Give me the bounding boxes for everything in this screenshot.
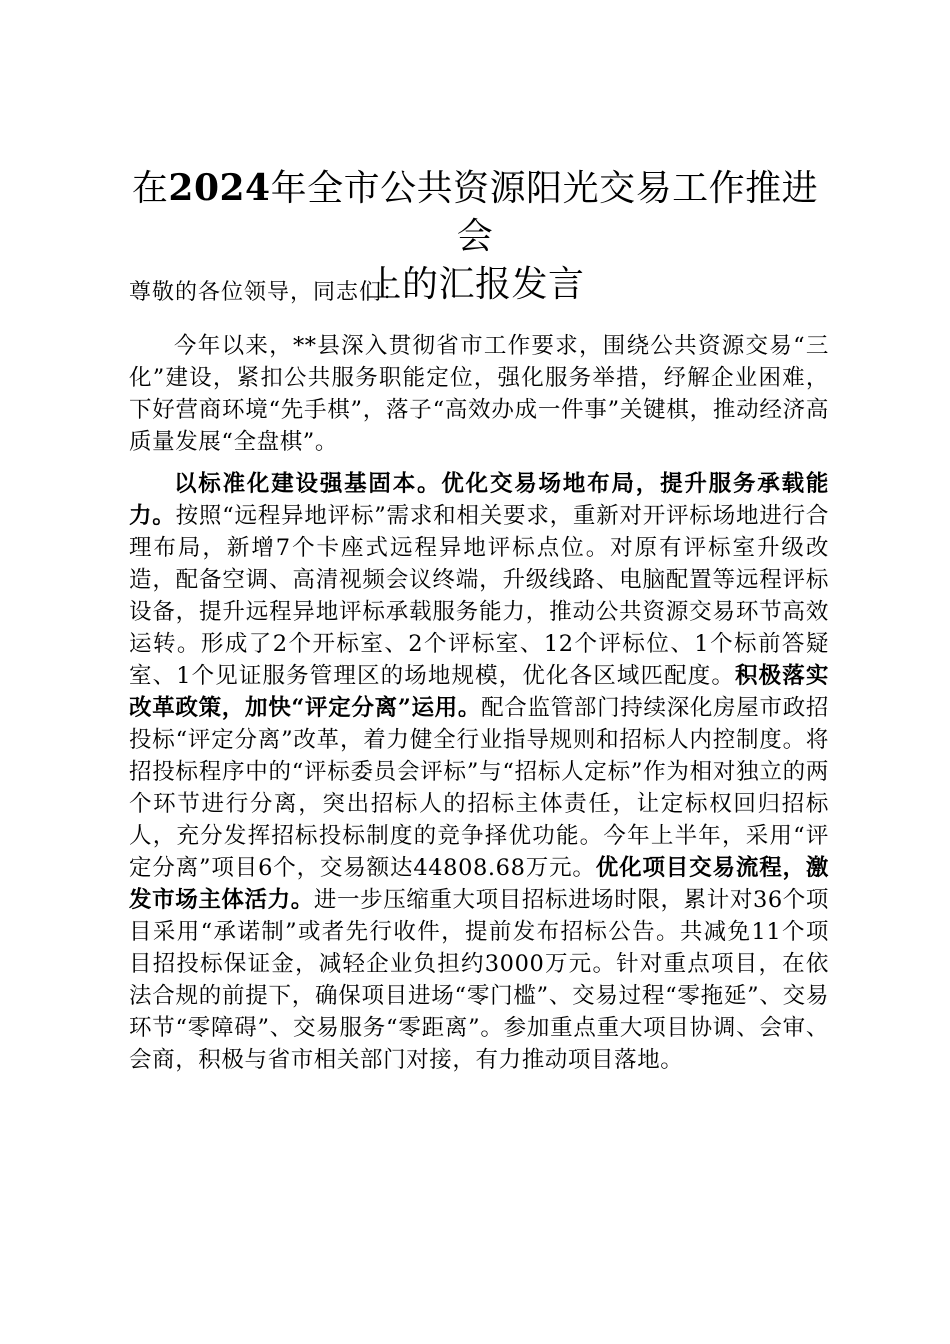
paragraph-intro: 今年以来，**县深入贯彻省市工作要求，围绕公共资源交易“三化”建设，紧扣公共服务职能定位，强化服务举措，纾解企业困难，下好营商环境“先手棋”，落子“高效办成一件事”关键棋，推动经济高质量发展“全盘棋”。 <box>129 333 829 455</box>
paragraph-standardization <box>129 468 829 1076</box>
title-line-2: 上的汇报发言 <box>365 264 585 305</box>
title-line-1-rest: 年全市公共资源阳光交易工作推进会 <box>270 168 819 257</box>
title-prefix: 在 <box>131 168 169 209</box>
body-text-1: 按照“远程异地评标”需求和相关要求，重新对开评标场地进行合理布局，新增7个卡座式远程异地评标点位。对原有评标室升级改造，配备空调、高清视频会议终端，升级线路、电脑配置等远程评标设备，提升远程异地评标承载服务能力，推动公共资源交易环节高效运转。形成了2个开标室、2个评标室、12个评标位、1个标前答疑室、1个见证服务管理区的场地规模，优化各区域匹配度。 <box>129 503 829 689</box>
bold-heading-2: 积极落实改革政策，加快“评定分离”运用。 <box>129 663 830 721</box>
body-text-3: 进一步压缩重大项目招标进场时限，累计对36个项目采用“承诺制”或者先行收件，提前发布招标公告。共减免11个项目招投标保证金，减轻企业负担约3000万元。针对重点项目，在依法合规的前提下，确保项目进场“零门槛”、交易过程“零拖延”、交易环节“零障碍”、交易服务“零距离”。参加重点重大项目协调、会审、会商，积极与省市相关部门对接，有力推动项目落地。 <box>129 887 829 1073</box>
body-text-2: 配合监管部门持续深化房屋市政招投标“评定分离”改革，着力健全行业指导规则和招标人内控制度。将招投标程序中的“评标委员会评标”与“招标人定标”作为相对独立的两个环节进行分离，突出招标人的招标主体责任，让定标权回归招标人，充分发挥招标投标制度的竞争择优功能。今年上半年，采用“评定分离”项目6个，交易额达44808.68万元。 <box>129 695 829 881</box>
salutation: 尊敬的各位领导，同志们： <box>129 280 406 305</box>
bold-heading-1: 以标准化建设强基固本。优化交易场地布局，提升服务承载能力。 <box>129 471 829 529</box>
title-line-1 <box>120 164 830 261</box>
bold-heading-3: 优化项目交易流程，激发市场主体活力。 <box>129 855 829 913</box>
title-year: 2024 <box>168 167 271 209</box>
